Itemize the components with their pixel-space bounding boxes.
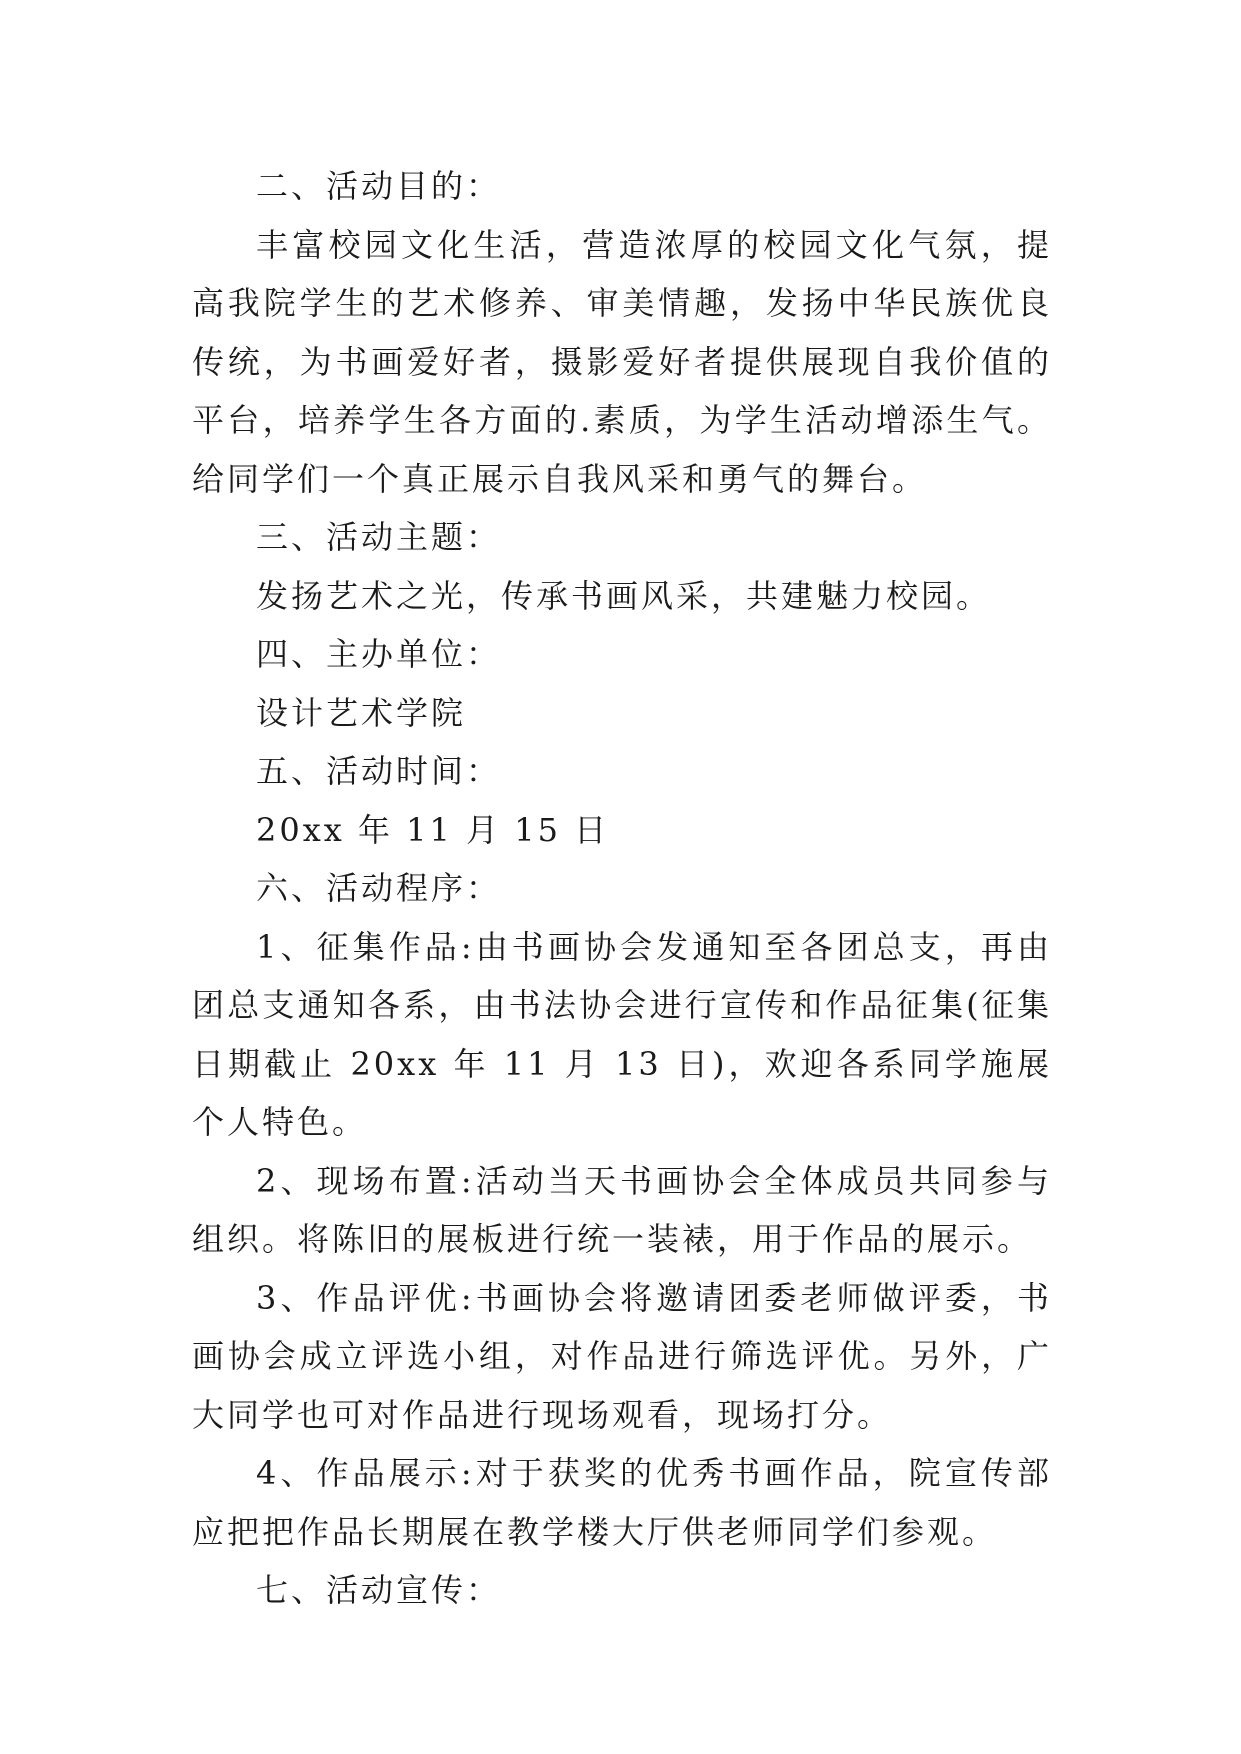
organizer-paragraph: 设计艺术学院 [256, 693, 467, 732]
document-body [192, 157, 1052, 1620]
procedure-step-4: 4、作品展示:对于获奖的优秀书画作品，院宣传部应把把作品长期展在教学楼大厅供老师同学们参观。 [192, 1454, 1052, 1551]
section-heading-theme: 三、活动主题： [256, 518, 502, 556]
section-heading-organizer: 四、主办单位： [256, 635, 502, 673]
time-paragraph: 20xx 年 11 月 15 日 [256, 810, 610, 849]
section-heading-purpose: 二、活动目的： [256, 167, 502, 205]
section-heading-publicity: 七、活动宣传： [256, 1571, 502, 1609]
section-heading-procedure: 六、活动程序： [256, 869, 502, 907]
procedure-step-2: 2、现场布置:活动当天书画协会全体成员共同参与组织。将陈旧的展板进行统一装裱，用于作品的展示。 [192, 1161, 1052, 1258]
procedure-step-3: 3、作品评优:书画协会将邀请团委老师做评委，书画协会成立评选小组，对作品进行筛选评优。另外，广大同学也可对作品进行现场观看，现场打分。 [192, 1278, 1052, 1434]
theme-paragraph: 发扬艺术之光，传承书画风采，共建魅力校园。 [256, 576, 992, 615]
procedure-step-1: 1、征集作品:由书画协会发通知至各团总支，再由团总支通知各系，由书法协会进行宣传和作品征集(征集日期截止 20xx 年 11 月 13 日)，欢迎各系同学施展个人特色。 [192, 927, 1052, 1141]
purpose-paragraph: 丰富校园文化生活，营造浓厚的校园文化气氛，提高我院学生的艺术修养、审美情趣，发扬中华民族优良传统，为书画爱好者，摄影爱好者提供展现自我价值的平台，培养学生各方面的.素质，为学生活动增添生气。给同学们一个真正展示自我风采和勇气的舞台。 [192, 225, 1052, 498]
section-heading-time: 五、活动时间： [256, 752, 502, 790]
